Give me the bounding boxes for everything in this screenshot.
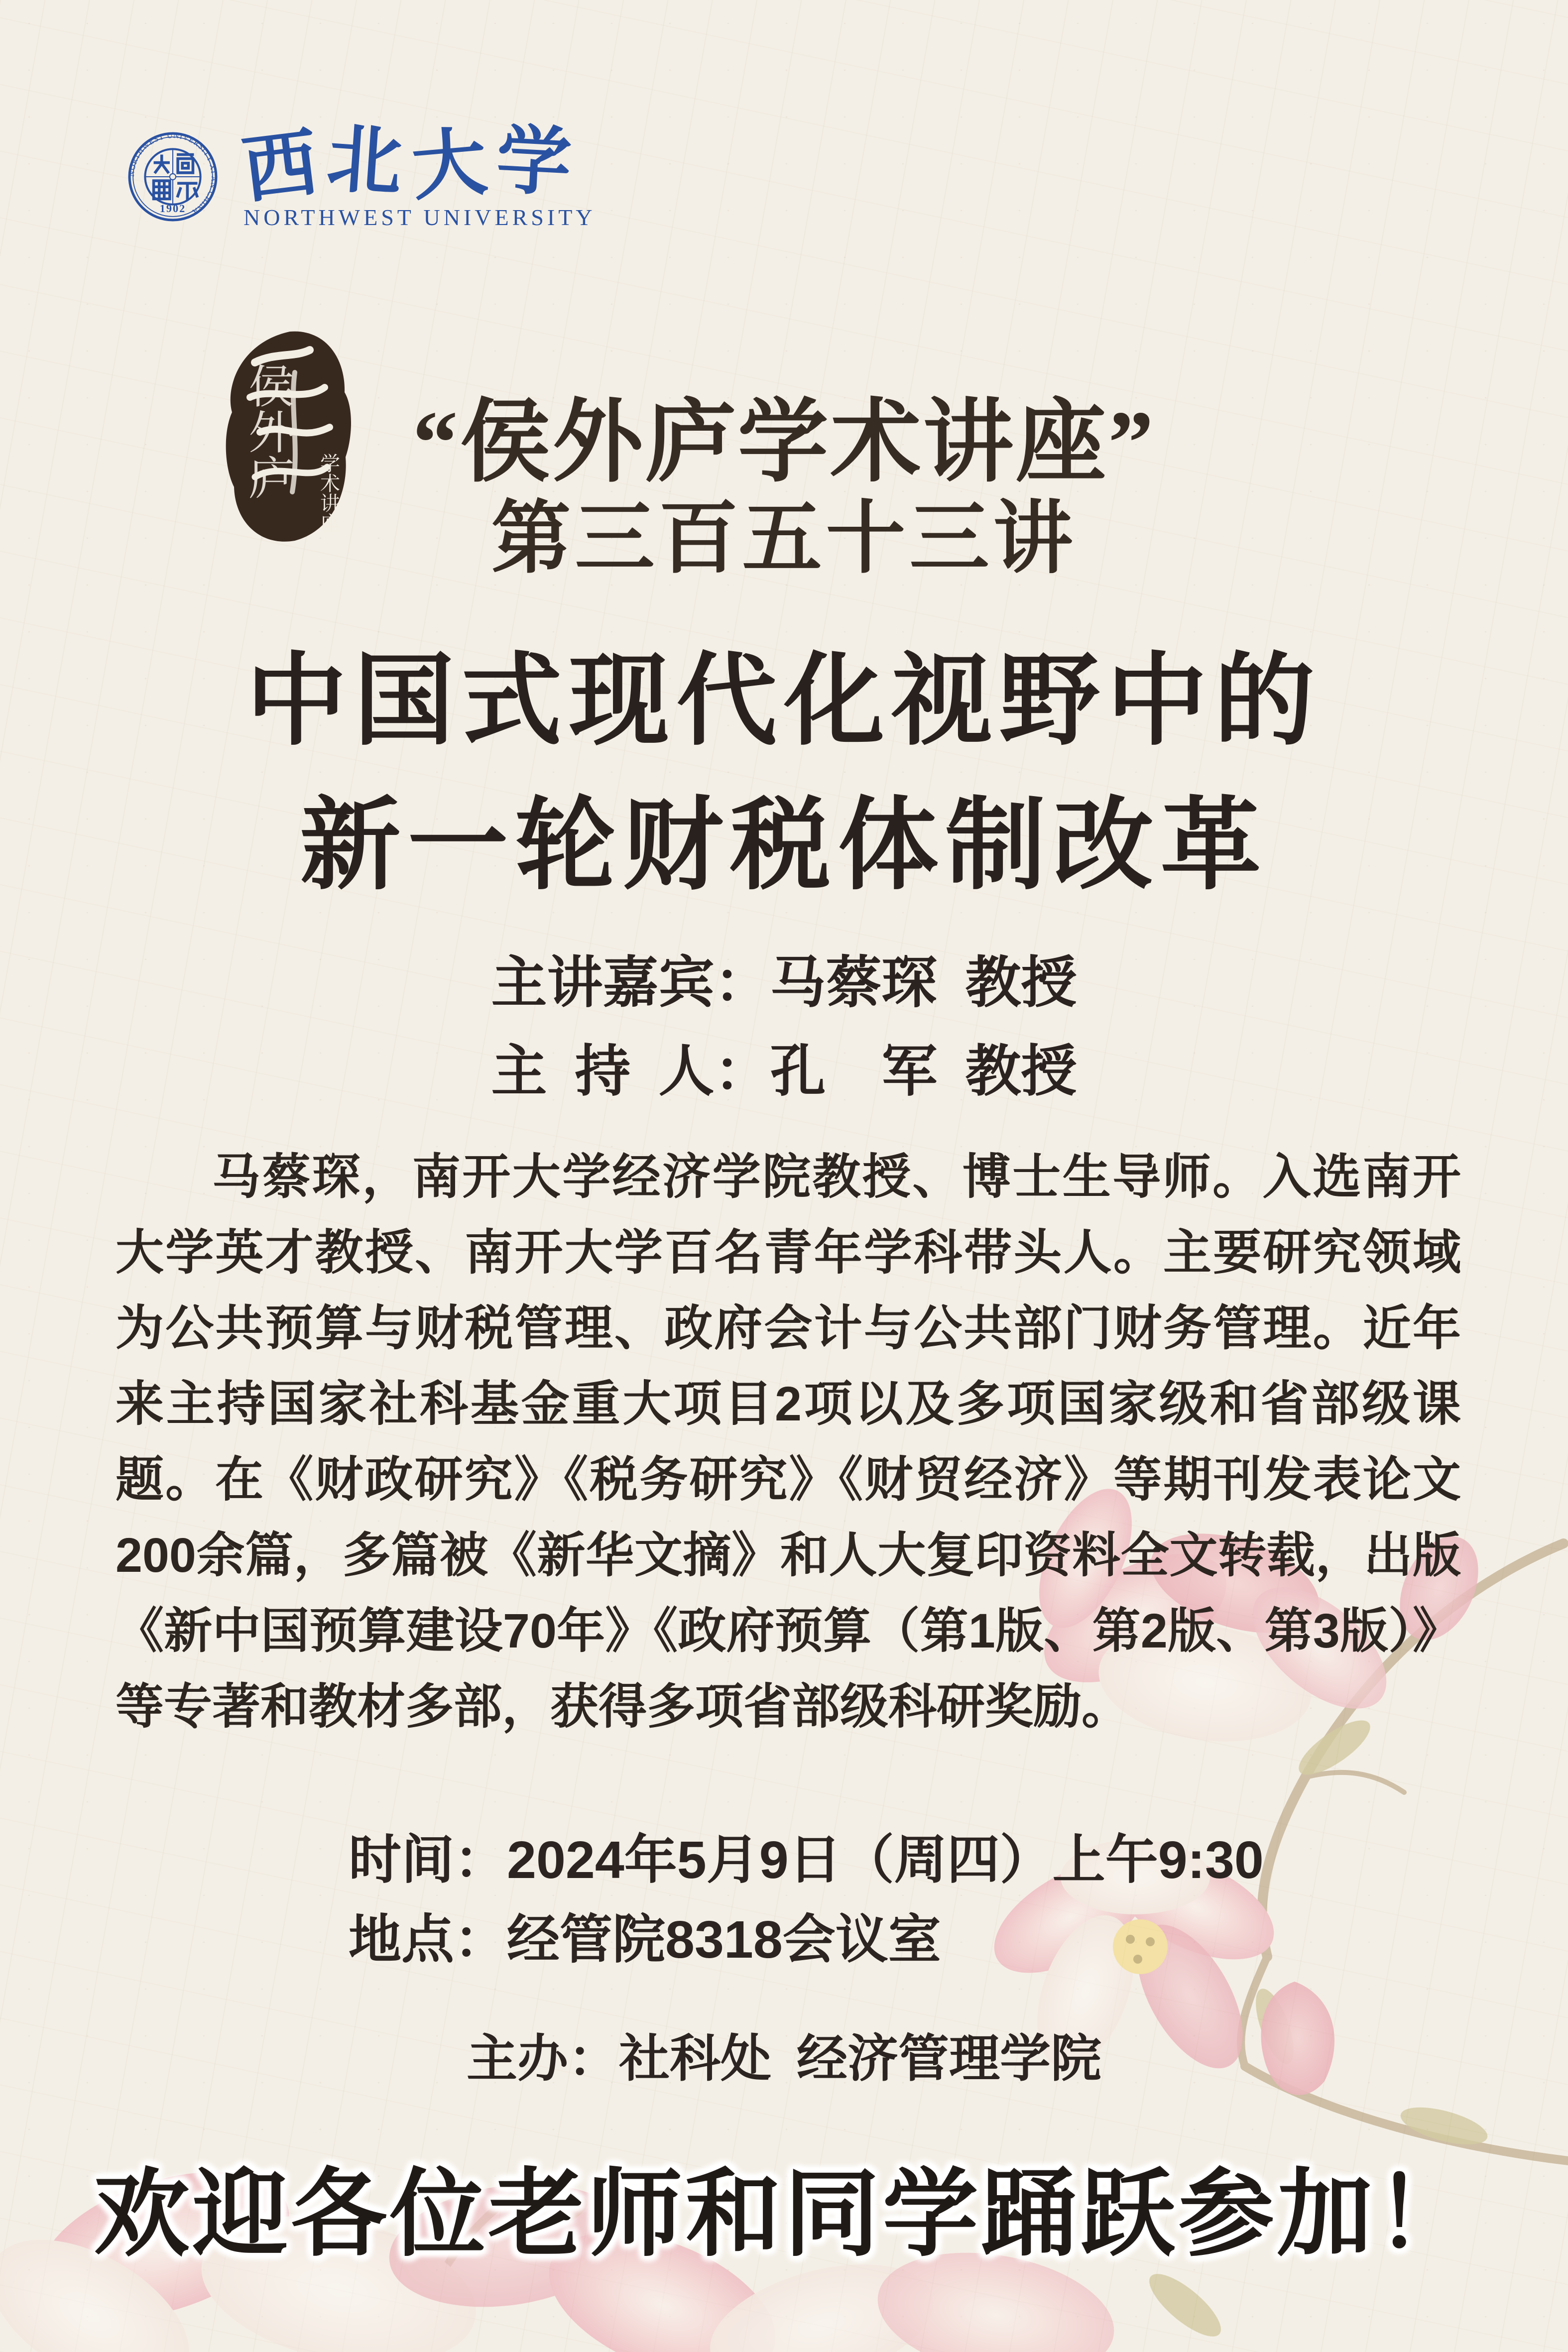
series-number: 第三百五十三讲 xyxy=(491,494,1077,583)
emblem-glyph xyxy=(177,155,194,173)
university-name-zh-char: 学 xyxy=(494,119,574,206)
university-name-en: NORTHWEST UNIVERSITY xyxy=(243,205,596,230)
leaf xyxy=(1140,2264,1229,2347)
seal-main-text: 侯外庐 xyxy=(242,362,293,500)
emblem-glyph xyxy=(177,183,197,200)
time-line: 时间：2024年5月9日（周四）上午9:30 xyxy=(349,1831,1264,1889)
speaker-line: 主讲嘉宾：马蔡琛 教授 xyxy=(491,952,1077,1014)
host-line: 主 持 人：孔 军 教授 xyxy=(491,1041,1077,1103)
seal-sub-text: 学术讲座 xyxy=(317,453,340,533)
university-name-zh-char: 北 xyxy=(324,117,405,206)
university-name-zh-char: 大 xyxy=(408,120,490,210)
event-details xyxy=(349,1820,1264,1980)
lecture-title-line1: 中国式现代化视野中的 xyxy=(246,646,1322,757)
seal-ring-text: NORTHWEST UNIVERSITY XI'AN CHINA xyxy=(127,131,219,217)
seal-emblem-hub xyxy=(170,174,176,180)
university-name-zh-char: 西 xyxy=(238,121,323,213)
speaker-bio: 马蔡琛，南开大学经济学院教授、博士生导师。入选南开大学英才教授、南开大学百名青年学科带头人。主要研究领域为公共预算与财税管理、政府会计与公共部门财务管理。近年来主持国家社科基金重大项目2项以及多项国家级和省部级课题。在《财政研究》《税务研究》《财贸经济》等期刊发表论文200余篇，多篇被《新华文摘》和人大复印资料全文转载，出版《新中国预算建设70年》《政府预算（第1版、第2版、第3版）》等专著和教材多部，获得多项省部级科研奖励。 xyxy=(116,1150,1461,1734)
organizer-line: 主办：社科处 经济管理学院 xyxy=(467,2030,1101,2087)
emblem-glyph xyxy=(154,155,170,173)
welcome-banner: 欢迎各位老师和同学踊跃参加！ xyxy=(94,2162,1474,2268)
university-name-zh xyxy=(238,117,574,213)
location-line: 地点：经管院8318会议室 xyxy=(349,1910,941,1969)
seal-year: 1902 xyxy=(159,202,186,215)
university-seal xyxy=(127,131,219,223)
series-title: “侯外庐学术讲座” xyxy=(412,393,1156,493)
lecture-title-line2: 新一轮财税体制改革 xyxy=(300,790,1268,902)
branch-twig xyxy=(1305,1772,1404,1792)
emblem-glyph xyxy=(154,181,170,199)
